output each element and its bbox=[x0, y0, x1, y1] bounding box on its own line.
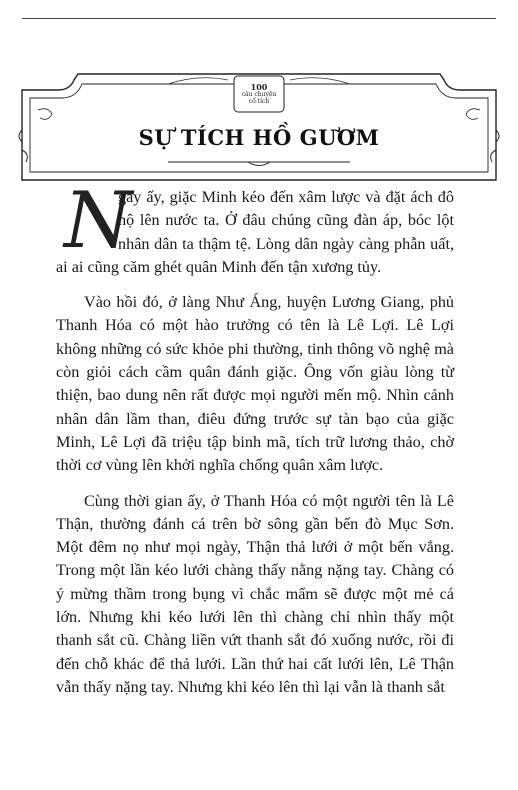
paragraph: Vào hồi đó, ở làng Như Áng, huyện Lương Giang, phủ Thanh Hóa có một hào trưởng có tên là Lê Lợi. Lê Lợi không những có sức khỏe phi thường, tinh thông võ nghệ mà còn giỏi cách cầm quân đánh giặc. Ông vốn giàu lòng từ thiện, bao dung nên rất được mọi người mến mộ. Nhìn cảnh nhân dân lầm than, điêu đứng trước sự tàn bạo của giặc Minh, Lê Lợi đã triệu tập binh mã, tích trữ lương thảo, chờ thời cơ vùng lên khởi nghĩa chống quân xâm lược. bbox=[56, 293, 454, 475]
emblem-caption: câu chuyện cổ tích bbox=[241, 91, 277, 105]
paragraph: Cùng thời gian ấy, ở Thanh Hóa có một người tên là Lê Thận, thường đánh cá trên bờ sông gần bến đò Mục Sơn. Một đêm nọ như mọi ngày, Thận thả lưới ở một bến vắng. Trong một lần kéo lưới chàng thấy nằng nặng tay. Chàng có ý mừng thầm trong bụng vì chắc mẩm sẽ được một mẻ cá lớn. Nhưng khi kéo lưới lên thì chàng chỉ nhìn thấy một thanh sắt cũ. Chàng liền vứt thanh sắt đó xuống nước, rồi đi đến chỗ khác để thả lưới. Lần thứ hai cất lưới lên, Lê Thận vẫn thấy nặng tay. Nhưng khi kéo lên thì lại vẫn là thanh sắt bbox=[56, 491, 454, 696]
page-title: SỰ TÍCH HỒ GƯƠM bbox=[138, 125, 380, 150]
drop-cap: N bbox=[64, 176, 133, 266]
paragraph bbox=[56, 176, 454, 279]
book-series-emblem bbox=[238, 78, 280, 112]
paragraph-text: gày ấy, giặc Minh kéo đến xâm lược và đặt ách đô hộ lên nước ta. Ở đâu chúng cũng đàn áp, bóc lột nhân dân ta thậm tệ. Lòng dân ngày càng phẫn uất, ai ai cũng căm ghét quân Minh đến tận xương tủy. bbox=[56, 188, 454, 276]
emblem-number: 100 bbox=[250, 82, 268, 92]
story-body bbox=[56, 176, 454, 699]
top-rule bbox=[22, 18, 496, 19]
